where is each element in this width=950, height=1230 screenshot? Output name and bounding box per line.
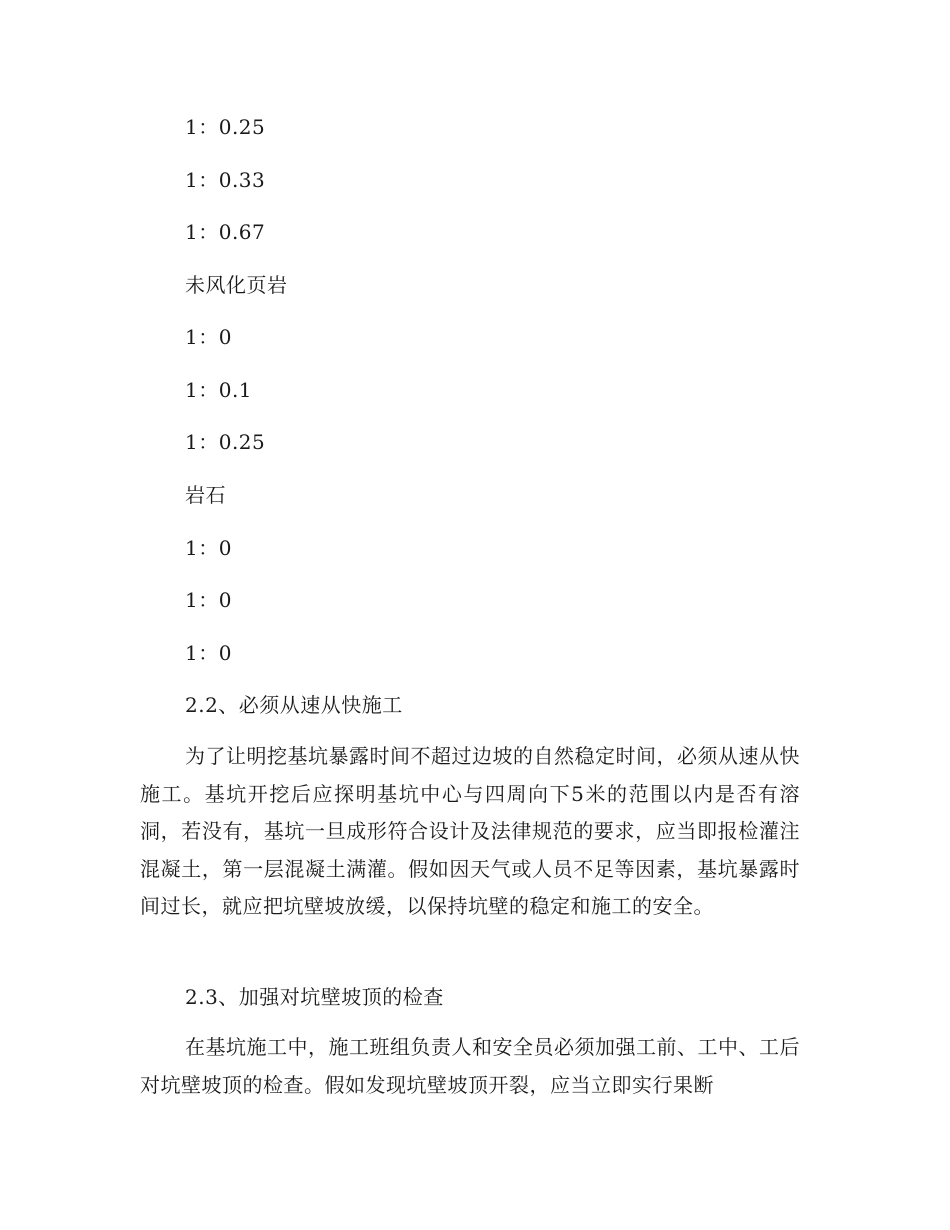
category-label: 未风化页岩 <box>185 273 288 297</box>
ratio-line: 1：0.25 <box>185 115 266 139</box>
ratio-line: 1：0.25 <box>185 430 266 454</box>
body-paragraph: 在基坑施工中，施工班组负责人和安全员必须加强工前、工中、工后对坑壁坡顶的检查。假如发现坑壁坡顶开裂，应当立即实行果断 <box>140 1035 800 1097</box>
ratio-line: 1：0.33 <box>185 168 266 192</box>
body-paragraph: 为了让明挖基坑暴露时间不超过边坡的自然稳定时间，必须从速从快施工。基坑开挖后应探明基坑中心与四周向下5米的范围以内是否有溶洞，若没有，基坑一旦成形符合设计及法律规范的要求，应当即报检灌注混凝土，第一层混凝土满灌。假如因天气或人员不足等因素，基坑暴露时间过长，就应把坑壁坡放缓，以保持坑壁的稳定和施工的安全。 <box>140 744 800 918</box>
section-heading: 2.2、必须从速从快施工 <box>185 693 403 717</box>
ratio-line: 1：0 <box>185 588 232 612</box>
ratio-line: 1：0.1 <box>185 378 253 402</box>
ratio-line: 1：0.67 <box>185 220 266 244</box>
ratio-line: 1：0 <box>185 325 232 349</box>
ratio-line: 1：0 <box>185 641 232 665</box>
category-label: 岩石 <box>185 483 226 507</box>
ratio-line: 1：0 <box>185 536 232 560</box>
section-heading: 2.3、加强对坑壁坡顶的检查 <box>185 985 444 1009</box>
